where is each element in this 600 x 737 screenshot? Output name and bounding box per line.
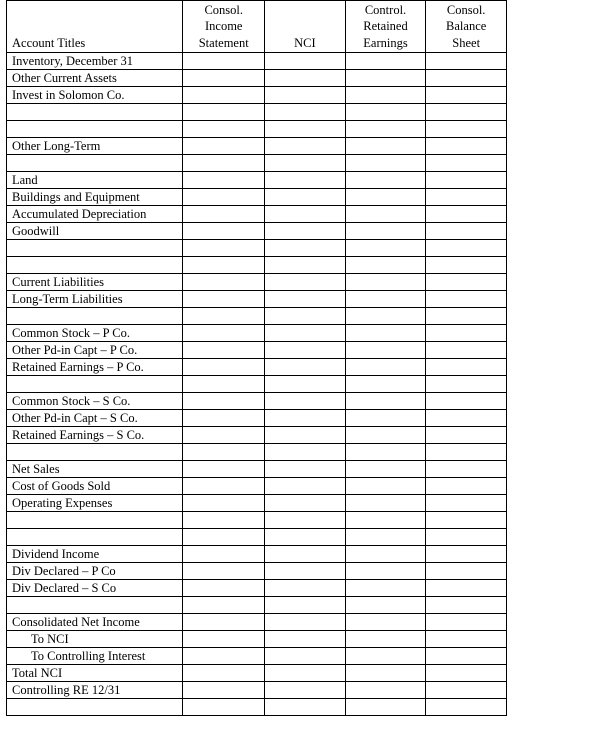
balance-sheet-cell[interactable]	[426, 546, 507, 563]
nci-cell[interactable]	[265, 444, 346, 461]
income-statement-cell[interactable]	[183, 410, 265, 427]
table-row	[7, 121, 507, 138]
retained-earnings-cell[interactable]	[345, 87, 426, 104]
nci-cell[interactable]	[265, 665, 346, 682]
income-statement-cell[interactable]	[183, 87, 265, 104]
header-retained-earnings	[345, 1, 426, 53]
retained-earnings-cell[interactable]	[345, 427, 426, 444]
income-statement-cell[interactable]	[183, 427, 265, 444]
table-row	[7, 427, 507, 444]
income-statement-cell[interactable]	[183, 172, 265, 189]
nci-cell[interactable]	[265, 461, 346, 478]
retained-earnings-cell[interactable]	[345, 121, 426, 138]
account-title-cell: Dividend Income	[7, 546, 183, 563]
balance-sheet-cell[interactable]	[426, 308, 507, 325]
income-statement-cell[interactable]	[183, 461, 265, 478]
account-title-cell	[7, 104, 183, 121]
nci-cell[interactable]	[265, 427, 346, 444]
income-statement-cell[interactable]	[183, 257, 265, 274]
balance-sheet-cell[interactable]	[426, 410, 507, 427]
balance-sheet-cell[interactable]	[426, 682, 507, 699]
income-statement-cell[interactable]	[183, 393, 265, 410]
account-title-cell: To Controlling Interest	[7, 648, 183, 665]
table-row	[7, 597, 507, 614]
table-row	[7, 70, 507, 87]
retained-earnings-cell[interactable]	[345, 155, 426, 172]
account-title-cell: Common Stock – P Co.	[7, 325, 183, 342]
retained-earnings-cell[interactable]	[345, 376, 426, 393]
income-statement-cell[interactable]	[183, 138, 265, 155]
balance-sheet-cell[interactable]	[426, 461, 507, 478]
header-income-statement-line1: Consol.	[204, 2, 243, 17]
nci-cell[interactable]	[265, 325, 346, 342]
header-balance-sheet-line1: Consol.	[446, 2, 486, 17]
table-row	[7, 512, 507, 529]
retained-earnings-cell[interactable]	[345, 410, 426, 427]
income-statement-cell[interactable]	[183, 104, 265, 121]
table-row	[7, 631, 507, 648]
table-row	[7, 291, 507, 308]
header-balance-sheet	[426, 1, 507, 53]
retained-earnings-cell[interactable]	[345, 631, 426, 648]
balance-sheet-cell[interactable]	[426, 155, 507, 172]
table-row	[7, 614, 507, 631]
nci-cell[interactable]	[265, 478, 346, 495]
table-row	[7, 444, 507, 461]
retained-earnings-cell[interactable]	[345, 342, 426, 359]
nci-cell[interactable]	[265, 648, 346, 665]
retained-earnings-cell[interactable]	[345, 359, 426, 376]
balance-sheet-cell[interactable]	[426, 240, 507, 257]
header-nci-label: NCI	[294, 35, 316, 50]
table-row	[7, 172, 507, 189]
retained-earnings-cell[interactable]	[345, 529, 426, 546]
income-statement-cell[interactable]	[183, 512, 265, 529]
balance-sheet-cell[interactable]	[426, 325, 507, 342]
account-title-cell: Div Declared – P Co	[7, 563, 183, 580]
balance-sheet-cell[interactable]	[426, 104, 507, 121]
nci-cell[interactable]	[265, 223, 346, 240]
table-row	[7, 529, 507, 546]
nci-cell[interactable]	[265, 512, 346, 529]
nci-cell[interactable]	[265, 155, 346, 172]
account-title-cell: Accumulated Depreciation	[7, 206, 183, 223]
table-row	[7, 104, 507, 121]
account-title-cell	[7, 121, 183, 138]
nci-cell[interactable]	[265, 682, 346, 699]
table-row	[7, 699, 507, 716]
nci-cell[interactable]	[265, 699, 346, 716]
table-row	[7, 274, 507, 291]
table-row	[7, 563, 507, 580]
account-title-cell: Goodwill	[7, 223, 183, 240]
header-income-statement-line3: Statement	[198, 35, 249, 50]
header-retained-earnings-line1: Control.	[364, 2, 407, 17]
account-title-cell: Controlling RE 12/31	[7, 682, 183, 699]
income-statement-cell[interactable]	[183, 70, 265, 87]
account-title-cell	[7, 376, 183, 393]
income-statement-cell[interactable]	[183, 631, 265, 648]
table-row	[7, 325, 507, 342]
nci-cell[interactable]	[265, 121, 346, 138]
account-title-cell	[7, 699, 183, 716]
income-statement-cell[interactable]	[183, 240, 265, 257]
nci-cell[interactable]	[265, 172, 346, 189]
retained-earnings-cell[interactable]	[345, 597, 426, 614]
balance-sheet-cell[interactable]	[426, 223, 507, 240]
nci-cell[interactable]	[265, 563, 346, 580]
income-statement-cell[interactable]	[183, 529, 265, 546]
table-row	[7, 478, 507, 495]
income-statement-cell[interactable]	[183, 223, 265, 240]
header-account-titles	[7, 1, 183, 53]
balance-sheet-cell[interactable]	[426, 580, 507, 597]
nci-cell[interactable]	[265, 53, 346, 70]
balance-sheet-cell[interactable]	[426, 597, 507, 614]
income-statement-cell[interactable]	[183, 478, 265, 495]
balance-sheet-cell[interactable]	[426, 478, 507, 495]
header-nci	[265, 1, 346, 53]
header-row	[7, 1, 507, 53]
nci-cell[interactable]	[265, 240, 346, 257]
account-title-cell	[7, 308, 183, 325]
balance-sheet-cell[interactable]	[426, 427, 507, 444]
nci-cell[interactable]	[265, 87, 346, 104]
table-row	[7, 359, 507, 376]
balance-sheet-cell[interactable]	[426, 206, 507, 223]
retained-earnings-cell[interactable]	[345, 512, 426, 529]
retained-earnings-cell[interactable]	[345, 240, 426, 257]
income-statement-cell[interactable]	[183, 291, 265, 308]
account-title-cell: Other Current Assets	[7, 70, 183, 87]
account-title-cell: Retained Earnings – S Co.	[7, 427, 183, 444]
nci-cell[interactable]	[265, 257, 346, 274]
account-title-cell: Operating Expenses	[7, 495, 183, 512]
retained-earnings-cell[interactable]	[345, 138, 426, 155]
balance-sheet-cell[interactable]	[426, 274, 507, 291]
table-row	[7, 410, 507, 427]
income-statement-cell[interactable]	[183, 563, 265, 580]
account-title-cell: Div Declared – S Co	[7, 580, 183, 597]
account-title-cell: Common Stock – S Co.	[7, 393, 183, 410]
retained-earnings-cell[interactable]	[345, 461, 426, 478]
income-statement-cell[interactable]	[183, 53, 265, 70]
table-row	[7, 665, 507, 682]
income-statement-cell[interactable]	[183, 614, 265, 631]
balance-sheet-cell[interactable]	[426, 393, 507, 410]
consolidation-worksheet	[6, 0, 507, 716]
balance-sheet-cell[interactable]	[426, 529, 507, 546]
account-title-cell	[7, 444, 183, 461]
income-statement-cell[interactable]	[183, 308, 265, 325]
retained-earnings-cell[interactable]	[345, 393, 426, 410]
retained-earnings-cell[interactable]	[345, 580, 426, 597]
retained-earnings-cell[interactable]	[345, 274, 426, 291]
retained-earnings-cell[interactable]	[345, 325, 426, 342]
account-title-cell: Total NCI	[7, 665, 183, 682]
table-row	[7, 393, 507, 410]
account-title-cell: Land	[7, 172, 183, 189]
balance-sheet-cell[interactable]	[426, 138, 507, 155]
table-row	[7, 546, 507, 563]
income-statement-cell[interactable]	[183, 206, 265, 223]
account-title-cell: Other Long-Term	[7, 138, 183, 155]
header-balance-sheet-line3: Sheet	[452, 35, 481, 50]
nci-cell[interactable]	[265, 393, 346, 410]
balance-sheet-cell[interactable]	[426, 342, 507, 359]
table-row	[7, 155, 507, 172]
account-title-cell: To NCI	[7, 631, 183, 648]
retained-earnings-cell[interactable]	[345, 223, 426, 240]
balance-sheet-cell[interactable]	[426, 495, 507, 512]
account-title-cell: Net Sales	[7, 461, 183, 478]
account-title-cell	[7, 529, 183, 546]
nci-cell[interactable]	[265, 291, 346, 308]
income-statement-cell[interactable]	[183, 546, 265, 563]
income-statement-cell[interactable]	[183, 189, 265, 206]
account-title-cell: Cost of Goods Sold	[7, 478, 183, 495]
balance-sheet-cell[interactable]	[426, 189, 507, 206]
account-title-cell: Inventory, December 31	[7, 53, 183, 70]
table-row	[7, 87, 507, 104]
retained-earnings-cell[interactable]	[345, 478, 426, 495]
nci-cell[interactable]	[265, 359, 346, 376]
income-statement-cell[interactable]	[183, 121, 265, 138]
nci-cell[interactable]	[265, 70, 346, 87]
nci-cell[interactable]	[265, 376, 346, 393]
account-title-cell: Retained Earnings – P Co.	[7, 359, 183, 376]
table-row	[7, 648, 507, 665]
nci-cell[interactable]	[265, 104, 346, 121]
table-row	[7, 223, 507, 240]
income-statement-cell[interactable]	[183, 665, 265, 682]
table-row	[7, 376, 507, 393]
account-title-cell: Long-Term Liabilities	[7, 291, 183, 308]
income-statement-cell[interactable]	[183, 597, 265, 614]
table-row	[7, 580, 507, 597]
account-title-cell: Invest in Solomon Co.	[7, 87, 183, 104]
account-title-cell	[7, 597, 183, 614]
income-statement-cell[interactable]	[183, 699, 265, 716]
income-statement-cell[interactable]	[183, 648, 265, 665]
retained-earnings-cell[interactable]	[345, 257, 426, 274]
balance-sheet-cell[interactable]	[426, 444, 507, 461]
income-statement-cell[interactable]	[183, 682, 265, 699]
table-row	[7, 682, 507, 699]
table-row	[7, 461, 507, 478]
nci-cell[interactable]	[265, 495, 346, 512]
nci-cell[interactable]	[265, 206, 346, 223]
retained-earnings-cell[interactable]	[345, 665, 426, 682]
retained-earnings-cell[interactable]	[345, 70, 426, 87]
balance-sheet-cell[interactable]	[426, 359, 507, 376]
nci-cell[interactable]	[265, 614, 346, 631]
table-row	[7, 206, 507, 223]
retained-earnings-cell[interactable]	[345, 206, 426, 223]
balance-sheet-cell[interactable]	[426, 70, 507, 87]
table-row	[7, 308, 507, 325]
nci-cell[interactable]	[265, 342, 346, 359]
header-retained-earnings-line3: Earnings	[363, 35, 408, 50]
table-row	[7, 495, 507, 512]
nci-cell[interactable]	[265, 189, 346, 206]
nci-cell[interactable]	[265, 631, 346, 648]
retained-earnings-cell[interactable]	[345, 682, 426, 699]
retained-earnings-cell[interactable]	[345, 495, 426, 512]
nci-cell[interactable]	[265, 597, 346, 614]
retained-earnings-cell[interactable]	[345, 172, 426, 189]
worksheet-body	[7, 53, 507, 716]
nci-cell[interactable]	[265, 529, 346, 546]
account-title-cell: Buildings and Equipment	[7, 189, 183, 206]
header-income-statement	[183, 1, 265, 53]
balance-sheet-cell[interactable]	[426, 563, 507, 580]
account-title-cell	[7, 512, 183, 529]
retained-earnings-cell[interactable]	[345, 308, 426, 325]
retained-earnings-cell[interactable]	[345, 563, 426, 580]
balance-sheet-cell[interactable]	[426, 172, 507, 189]
account-title-cell: Current Liabilities	[7, 274, 183, 291]
nci-cell[interactable]	[265, 546, 346, 563]
income-statement-cell[interactable]	[183, 342, 265, 359]
balance-sheet-cell[interactable]	[426, 631, 507, 648]
retained-earnings-cell[interactable]	[345, 104, 426, 121]
account-title-cell	[7, 240, 183, 257]
account-title-cell	[7, 155, 183, 172]
account-title-cell: Other Pd-in Capt – S Co.	[7, 410, 183, 427]
retained-earnings-cell[interactable]	[345, 291, 426, 308]
balance-sheet-cell[interactable]	[426, 512, 507, 529]
balance-sheet-cell[interactable]	[426, 53, 507, 70]
retained-earnings-cell[interactable]	[345, 444, 426, 461]
table-row	[7, 342, 507, 359]
table-row	[7, 138, 507, 155]
income-statement-cell[interactable]	[183, 274, 265, 291]
nci-cell[interactable]	[265, 580, 346, 597]
balance-sheet-cell[interactable]	[426, 699, 507, 716]
income-statement-cell[interactable]	[183, 495, 265, 512]
income-statement-cell[interactable]	[183, 376, 265, 393]
balance-sheet-cell[interactable]	[426, 121, 507, 138]
retained-earnings-cell[interactable]	[345, 53, 426, 70]
retained-earnings-cell[interactable]	[345, 546, 426, 563]
balance-sheet-cell[interactable]	[426, 376, 507, 393]
nci-cell[interactable]	[265, 138, 346, 155]
retained-earnings-cell[interactable]	[345, 189, 426, 206]
header-account-titles-label: Account Titles	[12, 35, 86, 50]
income-statement-cell[interactable]	[183, 580, 265, 597]
account-title-cell: Consolidated Net Income	[7, 614, 183, 631]
table-row	[7, 53, 507, 70]
table-row	[7, 189, 507, 206]
table-row	[7, 257, 507, 274]
retained-earnings-cell[interactable]	[345, 648, 426, 665]
income-statement-cell[interactable]	[183, 325, 265, 342]
nci-cell[interactable]	[265, 274, 346, 291]
header-income-statement-line2: Income	[204, 19, 243, 33]
nci-cell[interactable]	[265, 308, 346, 325]
balance-sheet-cell[interactable]	[426, 291, 507, 308]
balance-sheet-cell[interactable]	[426, 87, 507, 104]
header-balance-sheet-line2: Balance	[446, 19, 487, 33]
account-title-cell	[7, 257, 183, 274]
balance-sheet-cell[interactable]	[426, 257, 507, 274]
table-row	[7, 240, 507, 257]
retained-earnings-cell[interactable]	[345, 699, 426, 716]
nci-cell[interactable]	[265, 410, 346, 427]
balance-sheet-cell[interactable]	[426, 648, 507, 665]
retained-earnings-cell[interactable]	[345, 614, 426, 631]
balance-sheet-cell[interactable]	[426, 665, 507, 682]
income-statement-cell[interactable]	[183, 444, 265, 461]
account-title-cell: Other Pd-in Capt – P Co.	[7, 342, 183, 359]
balance-sheet-cell[interactable]	[426, 614, 507, 631]
income-statement-cell[interactable]	[183, 359, 265, 376]
income-statement-cell[interactable]	[183, 155, 265, 172]
header-retained-earnings-line2: Retained	[363, 19, 408, 33]
